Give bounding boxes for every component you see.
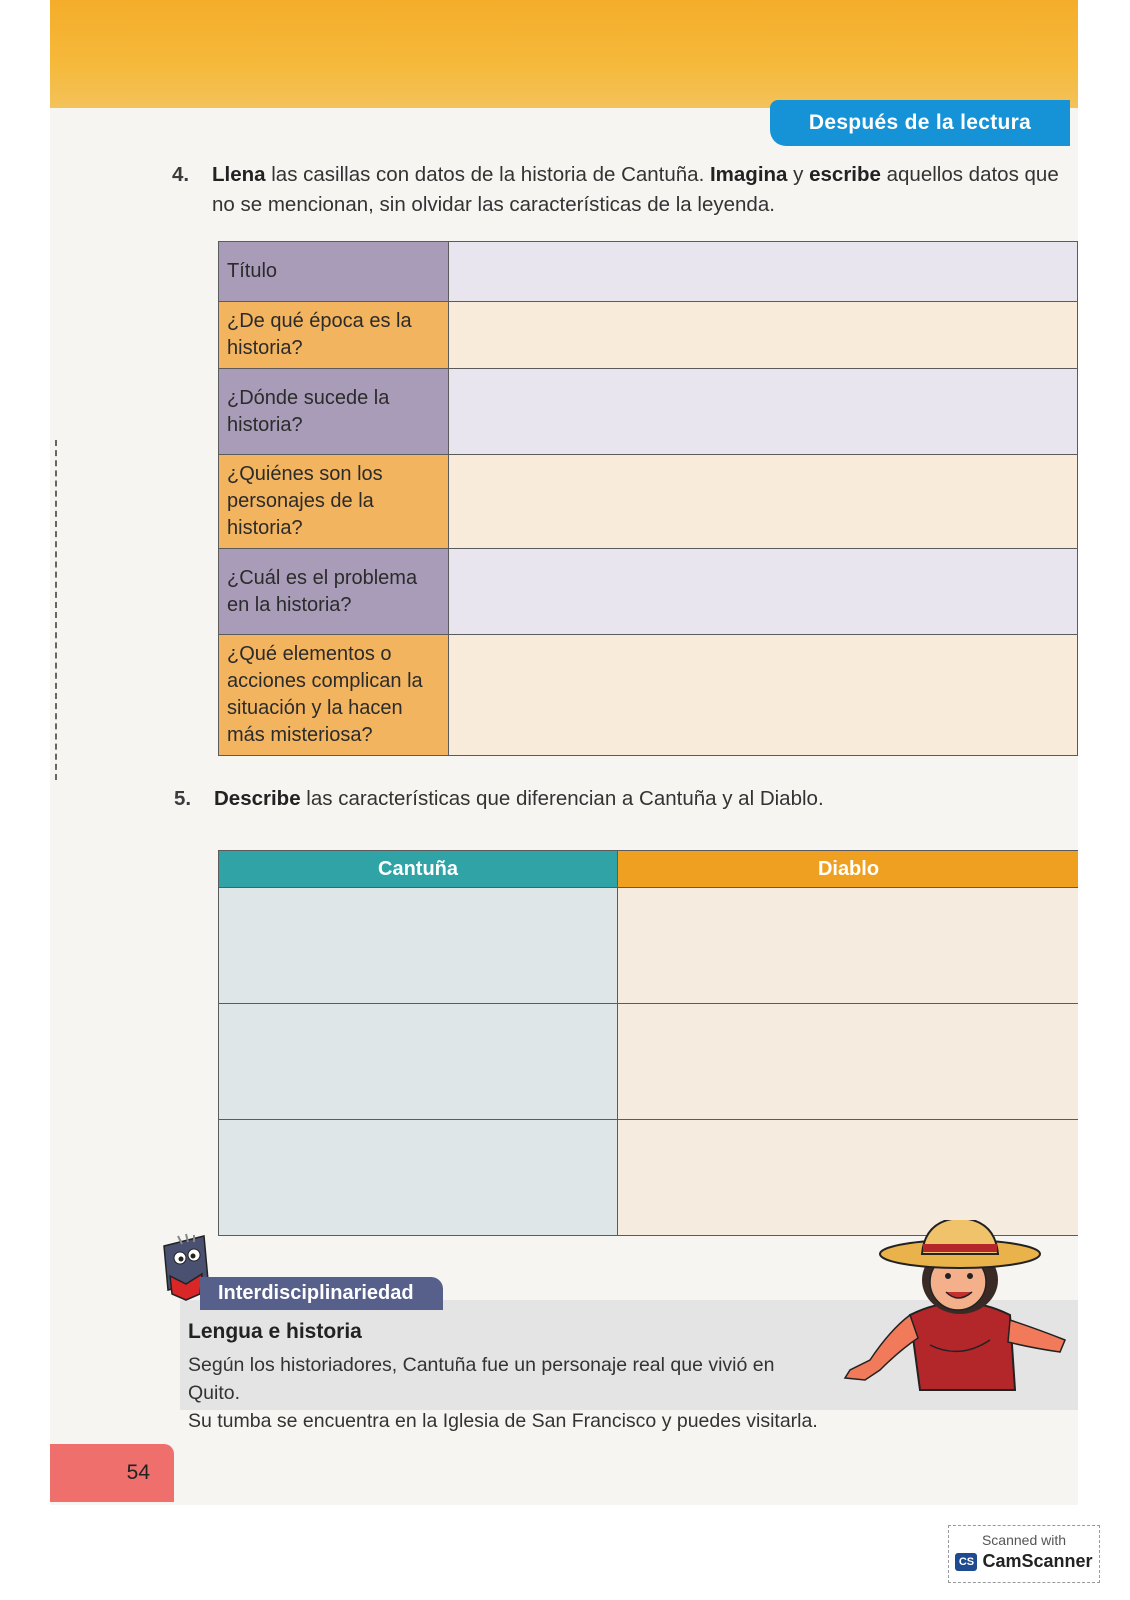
answer-cell-diablo[interactable] <box>618 888 1079 1004</box>
story-table-row <box>219 635 1078 756</box>
row-label: ¿Qué elementos o acciones complican la situación y la hacen más misteriosa? <box>219 635 449 756</box>
column-header-diablo: Diablo <box>618 851 1079 888</box>
comparison-row <box>219 1120 1079 1236</box>
story-table-row <box>219 369 1078 455</box>
row-label: Título <box>219 242 449 302</box>
column-header-cantuna: Cantuña <box>219 851 618 888</box>
comparison-table <box>218 850 1078 1236</box>
answer-cell[interactable] <box>449 242 1078 302</box>
story-table-row <box>219 455 1078 549</box>
interdisciplinary-tab <box>200 1277 443 1310</box>
scanner-caption: Scanned with <box>981 1532 1067 1548</box>
question-4 <box>172 160 1072 220</box>
story-table-row <box>219 242 1078 302</box>
question-5-bold: Describe <box>214 787 301 810</box>
story-table-row <box>219 302 1078 369</box>
answer-cell[interactable] <box>449 369 1078 455</box>
question-4-number: 4. <box>172 163 190 186</box>
page-number: 54 <box>50 1444 174 1502</box>
scanner-brand-name: CamScanner <box>982 1551 1093 1571</box>
question-5-number: 5. <box>174 787 192 810</box>
answer-cell[interactable] <box>449 549 1078 635</box>
question-4-text-part: aquellos datos que no se mencionan, sin olvidar las características de la leyenda. <box>212 163 1059 216</box>
interdisciplinary-tab-label: Interdisciplinariedad <box>218 1282 414 1304</box>
question-4-text-part: Imagina <box>709 163 788 186</box>
interdisciplinary-line-1: Según los historiadores, Cantuña fue un personaje real que vivió en Quito. <box>188 1354 775 1404</box>
row-label: ¿Quiénes son los personajes de la historia? <box>219 455 449 549</box>
story-table-row <box>219 549 1078 635</box>
margin-line <box>55 440 59 780</box>
top-color-band <box>50 0 1078 108</box>
row-label: ¿De qué época es la historia? <box>219 302 449 369</box>
answer-cell[interactable] <box>449 302 1078 369</box>
answer-cell-cantuna[interactable] <box>219 1004 618 1120</box>
question-4-text-part: escribe <box>809 163 881 186</box>
scanner-brand <box>949 1551 1099 1572</box>
camscanner-watermark <box>948 1525 1100 1583</box>
answer-cell-cantuna[interactable] <box>219 1120 618 1236</box>
comparison-header-row <box>219 851 1079 888</box>
question-5-text: las características que diferencian a Cantuña y al Diablo. <box>300 787 824 810</box>
answer-cell-diablo[interactable] <box>618 1120 1079 1236</box>
question-4-text-part: las casillas con datos de la historia de Cantuña. <box>265 163 710 186</box>
answer-cell-cantuna[interactable] <box>219 888 618 1004</box>
section-tab <box>770 100 1070 146</box>
answer-cell[interactable] <box>449 635 1078 756</box>
interdisciplinary-text <box>188 1351 828 1435</box>
story-data-table <box>218 241 1078 756</box>
camscanner-logo-icon: CS <box>955 1553 977 1571</box>
interdisciplinary-title: Lengua e historia <box>188 1320 362 1343</box>
row-label: ¿Dónde sucede la historia? <box>219 369 449 455</box>
textbook-page <box>50 0 1078 1505</box>
answer-cell[interactable] <box>449 455 1078 549</box>
question-5 <box>174 784 1074 814</box>
interdisciplinary-line-2: Su tumba se encuentra en la Iglesia de San Francisco y puedes visitarla. <box>188 1410 818 1432</box>
comparison-row <box>219 1004 1079 1120</box>
section-tab-label: Después de la lectura <box>808 111 1032 134</box>
row-label: ¿Cuál es el problema en la historia? <box>219 549 449 635</box>
answer-cell-diablo[interactable] <box>618 1004 1079 1120</box>
comparison-row <box>219 888 1079 1004</box>
question-4-text <box>212 163 1059 216</box>
question-4-text-part: y <box>787 163 810 186</box>
child-with-hat-illustration <box>810 1220 1070 1410</box>
question-4-text-part: Llena <box>212 163 266 186</box>
